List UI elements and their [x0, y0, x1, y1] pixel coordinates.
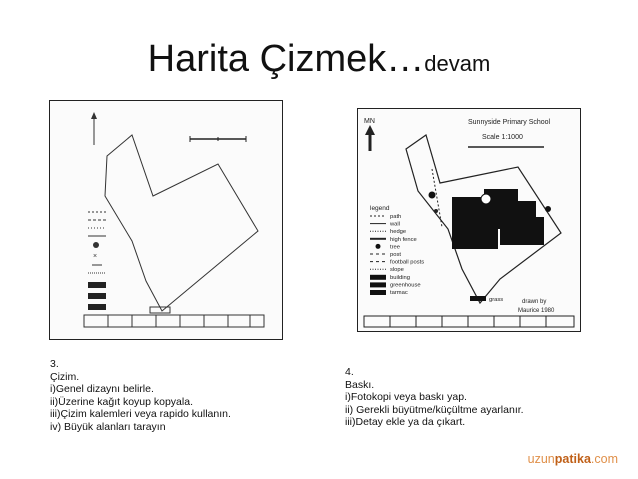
legend-label: wall	[390, 221, 400, 228]
grid-strip	[84, 315, 264, 327]
printed-map-image	[357, 108, 581, 332]
north-arrow	[365, 125, 375, 151]
title-sub: devam	[424, 51, 491, 76]
grid-strip	[364, 316, 574, 327]
svg-text:×: ×	[93, 253, 98, 260]
caption-line: iii)Detay ekle ya da çıkart.	[345, 416, 466, 429]
caption-line: 4.	[345, 366, 354, 378]
legend-label: football posts	[390, 259, 425, 266]
caption-line: Baskı.	[345, 378, 375, 391]
legend-symbol	[370, 282, 386, 287]
slide-title	[0, 38, 638, 81]
caption-line: i)Genel dizaynı belirle.	[50, 383, 154, 396]
draft-map-image	[49, 100, 283, 340]
school-title: Sunnyside Primary School	[468, 119, 551, 126]
brand-part-2: patika	[554, 452, 591, 466]
legend-symbol	[370, 290, 386, 295]
legend-symbols	[88, 212, 106, 310]
legend-symbol	[376, 244, 381, 249]
credit-line-2: Maurice 1980	[518, 308, 555, 314]
scale-text: Scale 1:1000	[482, 134, 523, 141]
north-arrow	[91, 112, 97, 145]
legend-label: grass	[489, 297, 504, 303]
buildings	[429, 189, 552, 249]
caption-line: i)Fotokopi veya baskı yap.	[345, 391, 467, 404]
legend-symbol	[470, 296, 486, 301]
credit-line-1: drawn by	[522, 299, 547, 305]
brand-part-1: uzun	[527, 452, 555, 466]
right-caption	[345, 366, 524, 429]
draft-map-drawing	[50, 101, 282, 339]
title-main: Harita Çizmek…	[147, 38, 425, 80]
legend-label: tarmac	[390, 290, 408, 296]
legend-label: greenhouse	[390, 282, 421, 289]
legend-label: tree	[390, 244, 400, 251]
legend-title: legend	[370, 205, 390, 212]
caption-line: Çizim.	[50, 370, 80, 383]
caption-line: ii) Gerekli büyütme/küçültme ayarlanır.	[345, 403, 524, 416]
printed-map-drawing	[358, 109, 580, 331]
caption-line: 3.	[50, 358, 59, 370]
legend-symbol	[370, 275, 386, 280]
caption-line: iv) Büyük alanları tarayın	[50, 420, 166, 433]
caption-line: iii)Çizim kalemleri veya rapido kullanın.	[50, 408, 231, 421]
brand-part-3: .com	[590, 452, 618, 466]
caption-line: ii)Üzerine kağıt koyup kopyala.	[50, 395, 193, 408]
legend-label: slope	[390, 267, 404, 274]
legend-label: high fence	[390, 236, 417, 243]
site-boundary	[105, 135, 258, 311]
north-label: MN	[364, 118, 375, 125]
left-caption	[50, 358, 231, 434]
scale-bar	[190, 136, 246, 142]
brand-logo[interactable]	[528, 452, 618, 466]
legend-label: post	[390, 252, 401, 258]
legend-label: path	[390, 214, 402, 220]
legend-label: building	[390, 274, 410, 281]
legend-label: hedge	[390, 229, 407, 236]
